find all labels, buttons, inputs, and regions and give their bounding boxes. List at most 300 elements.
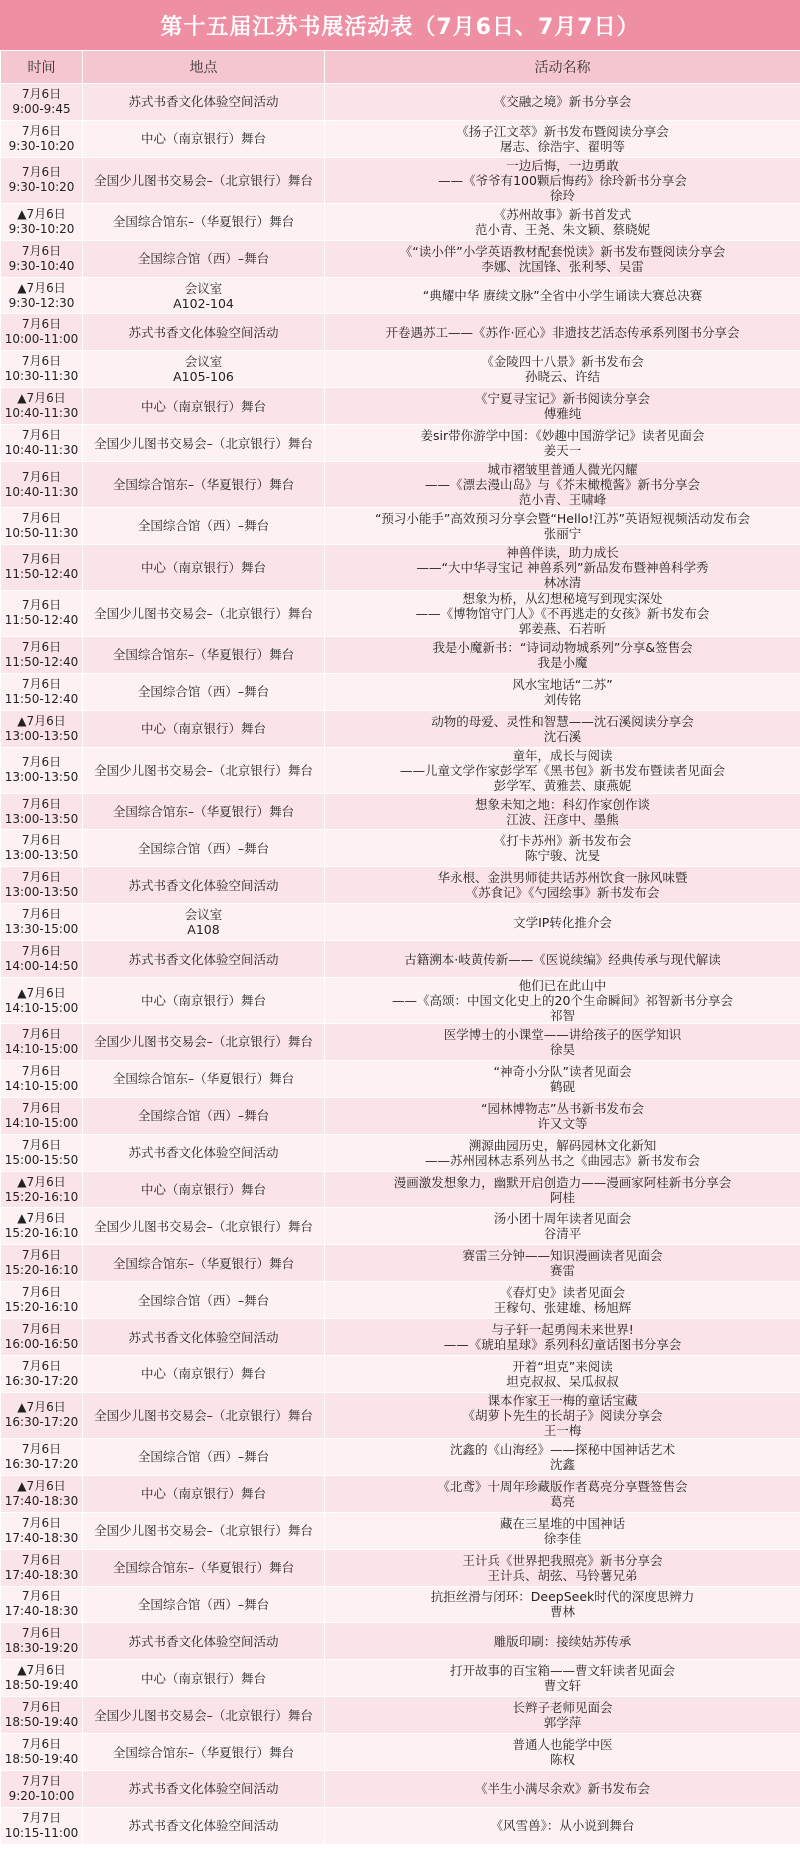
event-time: 11:50-12:40: [4, 691, 79, 706]
location-line: 中心（南京银行）舞台: [140, 1366, 266, 1382]
activity-line: 汤小团十周年读者见面会: [493, 1211, 632, 1227]
event-time: 9:30-12:30: [8, 295, 75, 310]
time-cell: [1, 544, 83, 590]
location-cell: [83, 1356, 325, 1393]
time-cell: [1, 462, 83, 508]
activity-line: 李娜、沈国锋、张利琴、吴雷: [481, 258, 644, 274]
activity-cell: [325, 240, 800, 277]
location-line: 中心（南京银行）舞台: [140, 1486, 266, 1502]
activity-line: 范小青、王啸峰: [518, 492, 607, 508]
event-time: 18:30-19:20: [4, 1641, 79, 1656]
activity-line: 抗拒丝滑与闭环：DeepSeek时代的深度思辨力: [430, 1589, 695, 1605]
event-date: 7月6日: [21, 1441, 62, 1456]
activity-line: ——《琥珀星球》系列科幻童话图书分享会: [443, 1337, 682, 1353]
location-line: 全国少儿图书交易会–（北京银行）舞台: [94, 1407, 313, 1423]
activity-cell: [325, 636, 800, 673]
event-date: 7月6日: [21, 1737, 62, 1751]
event-time: 16:30-17:20: [4, 1373, 79, 1388]
event-date: ▲7月6日: [17, 1174, 66, 1189]
event-date: 7月6日: [21, 86, 62, 101]
location-cell: [83, 1245, 325, 1282]
time-cell: [1, 1392, 83, 1438]
event-time: 14:10-15:00: [4, 1000, 79, 1015]
location-cell: [83, 867, 325, 904]
time-cell: [1, 941, 83, 978]
activity-cell: [325, 1438, 800, 1475]
activity-line: 动物的母爱、灵性和智慧——沈石溪阅读分享会: [431, 713, 694, 729]
activity-cell: [325, 1697, 800, 1734]
time-cell: [1, 867, 83, 904]
schedule-table: [0, 50, 800, 1845]
event-date: 7月6日: [21, 1552, 62, 1567]
event-date: ▲7月6日: [17, 713, 66, 728]
activity-cell: [325, 84, 800, 121]
activity-line: 王计兵《世界把我照亮》新书分享会: [462, 1552, 663, 1568]
activity-cell: [325, 1586, 800, 1623]
event-time: 9:30-10:20: [8, 180, 75, 195]
location-line: 苏式书香文化体验空间活动: [128, 951, 279, 967]
activity-line: 郭姜燕、石若昕: [518, 620, 607, 636]
table-row: [1, 1097, 800, 1134]
table-row: [1, 830, 800, 867]
location-cell: [83, 314, 325, 351]
activity-line: 他们已在此山中: [518, 978, 607, 994]
activity-line: 赛雷: [549, 1263, 575, 1279]
activity-line: 《“读小伴”小学英语教材配套悦读》新书发布暨阅读分享会: [399, 243, 726, 259]
location-cell: [83, 351, 325, 388]
event-time: 15:20-16:10: [4, 1226, 79, 1241]
location-line: 会议室: [184, 280, 223, 296]
time-cell: [1, 793, 83, 830]
event-date: ▲7月6日: [17, 391, 66, 406]
page-title: 第十五届江苏书展活动表（7月6日、7月7日）: [0, 0, 800, 50]
event-date: 7月6日: [21, 243, 62, 258]
activity-line: 孙晓云、许结: [524, 369, 600, 385]
activity-cell: [325, 1770, 800, 1807]
table-row: [1, 84, 800, 121]
activity-line: “预习小能手”高效预习分享会暨“Hello!江苏”英语短视频活动发布会: [374, 510, 751, 526]
activity-line: 与子轩一起勇闯未来世界!: [491, 1322, 634, 1338]
table-row: [1, 157, 800, 203]
location-cell: [83, 1282, 325, 1319]
location-cell: [83, 1208, 325, 1245]
activity-cell: [325, 1171, 800, 1208]
activity-line: ——《漂去漫山岛》与《芥末橄榄酱》新书分享会: [424, 477, 700, 493]
table-row: [1, 1512, 800, 1549]
location-line: 全国少儿图书交易会–（北京银行）舞台: [94, 605, 313, 621]
activity-line: 葛亮: [549, 1493, 575, 1509]
activity-line: ——《博物馆守门人》《不再逃走的女孩》新书发布会: [415, 605, 710, 621]
event-date: 7月6日: [21, 1100, 62, 1115]
table-row: [1, 1438, 800, 1475]
table-row: [1, 747, 800, 793]
activity-line: 打开故事的百宝箱——曹文轩读者见面会: [449, 1663, 675, 1679]
location-cell: [83, 425, 325, 462]
activity-cell: [325, 1097, 800, 1134]
activity-line: 姜天一: [543, 443, 582, 459]
location-line: 全国少儿图书交易会–（北京银行）舞台: [94, 435, 313, 451]
table-row: [1, 1282, 800, 1319]
event-time: 15:20-16:10: [4, 1263, 79, 1278]
location-cell: [83, 84, 325, 121]
activity-line: 古籍溯本·岐黄传新——《医说续编》经典传承与现代解读: [404, 951, 721, 967]
event-time: 16:00-16:50: [4, 1337, 79, 1352]
activity-cell: [325, 1134, 800, 1171]
activity-cell: [325, 120, 800, 157]
table-row: [1, 1475, 800, 1512]
activity-line: 《金陵四十八景》新书发布会: [481, 354, 644, 370]
time-cell: [1, 673, 83, 710]
table-row: [1, 425, 800, 462]
location-cell: [83, 710, 325, 747]
header-activity: 活动名称: [325, 51, 800, 84]
activity-line: 《宁夏寻宝记》新书阅读分享会: [474, 391, 650, 407]
activity-line: 童年，成长与阅读: [512, 747, 613, 763]
location-cell: [83, 1171, 325, 1208]
location-cell: [83, 1097, 325, 1134]
event-date: ▲7月6日: [17, 280, 66, 295]
table-row: [1, 1660, 800, 1697]
table-row: [1, 673, 800, 710]
location-cell: [83, 1060, 325, 1097]
location-line: 苏式书香文化体验空间活动: [128, 1633, 279, 1649]
header-location: 地点: [83, 51, 325, 84]
event-date: 7月6日: [21, 833, 62, 848]
location-cell: [83, 1134, 325, 1171]
activity-line: 想象未知之地：科幻作家创作谈: [474, 796, 650, 812]
location-cell: [83, 203, 325, 240]
table-row: [1, 941, 800, 978]
location-cell: [83, 1586, 325, 1623]
event-date: 7月6日: [21, 1358, 62, 1373]
activity-line: 想象为桥，从幻想秘境写到现实深处: [462, 590, 663, 606]
activity-line: 张丽宁: [543, 525, 582, 541]
event-date: 7月6日: [21, 165, 62, 180]
event-date: 7月6日: [21, 907, 62, 922]
table-row: [1, 1697, 800, 1734]
activity-line: 王一梅: [543, 1422, 582, 1438]
activity-cell: [325, 425, 800, 462]
event-date: ▲7月6日: [17, 985, 66, 1000]
activity-line: 曹林: [549, 1604, 575, 1620]
event-date: 7月6日: [21, 755, 62, 770]
activity-cell: [325, 867, 800, 904]
table-row: [1, 1356, 800, 1393]
activity-line: 风水宝地话“二苏”: [512, 676, 613, 692]
location-cell: [83, 157, 325, 203]
activity-line: 《扬子江文萃》新书发布暨阅读分享会: [456, 123, 669, 139]
activity-cell: [325, 388, 800, 425]
time-cell: [1, 1134, 83, 1171]
activity-line: “典耀中华 赓续文脉”全省中小学生诵读大赛总决赛: [422, 288, 703, 303]
activity-line: 徐昊: [549, 1041, 575, 1057]
event-time: 16:30-17:20: [4, 1415, 79, 1430]
event-time: 14:10-15:00: [4, 1115, 79, 1130]
activity-line: 我是小魔: [537, 654, 588, 670]
location-line: 全国综合馆东–（华夏银行）舞台: [112, 804, 295, 820]
time-cell: [1, 240, 83, 277]
time-cell: [1, 1171, 83, 1208]
activity-line: 长辫子老师见面会: [512, 1700, 613, 1716]
activity-line: 一边后悔，一边勇敢: [506, 157, 619, 173]
time-cell: [1, 1770, 83, 1807]
activity-cell: [325, 1660, 800, 1697]
time-cell: [1, 1208, 83, 1245]
activity-line: 彭学军、黄雅芸、康燕妮: [493, 777, 632, 793]
activity-line: 陈权: [549, 1752, 575, 1767]
activity-cell: [325, 462, 800, 508]
event-date: 7月6日: [21, 598, 62, 613]
time-cell: [1, 157, 83, 203]
table-row: [1, 1807, 800, 1844]
event-time: 14:00-14:50: [4, 959, 79, 974]
location-line: 全国综合馆东–（华夏银行）舞台: [112, 477, 295, 493]
activity-line: 《春灯史》读者见面会: [499, 1285, 625, 1301]
time-cell: [1, 1475, 83, 1512]
event-time: 18:50-19:40: [4, 1678, 79, 1693]
activity-cell: [325, 1245, 800, 1282]
location-line: 全国少儿图书交易会–（北京银行）舞台: [94, 1707, 313, 1723]
activity-line: 坦克叔叔、呆瓜叔叔: [506, 1373, 619, 1389]
event-date: 7月6日: [21, 1285, 62, 1300]
location-cell: [83, 793, 325, 830]
location-cell: [83, 1660, 325, 1697]
time-cell: [1, 1060, 83, 1097]
event-time: 10:30-11:30: [4, 369, 79, 384]
activity-line: 医学博士的小课堂——讲给孩子的医学知识: [443, 1026, 682, 1042]
location-cell: [83, 941, 325, 978]
activity-line: 城市褶皱里普通人微光闪耀: [487, 462, 638, 478]
activity-line: 雕版印刷：接续姑苏传承: [493, 1633, 632, 1649]
event-time: 9:00-9:45: [12, 101, 71, 116]
activity-cell: [325, 1208, 800, 1245]
activity-cell: [325, 1024, 800, 1061]
table-row: [1, 1245, 800, 1282]
table-row: [1, 590, 800, 636]
table-row: [1, 388, 800, 425]
time-cell: [1, 830, 83, 867]
location-line: A105-106: [173, 369, 234, 385]
activity-line: 《半生小满尽余欢》新书发布会: [474, 1781, 650, 1797]
location-cell: [83, 120, 325, 157]
activity-cell: [325, 978, 800, 1024]
table-row: [1, 1586, 800, 1623]
location-line: 全国少儿图书交易会–（北京银行）舞台: [94, 172, 313, 188]
event-time: 13:00-13:50: [4, 770, 79, 785]
location-cell: [83, 1512, 325, 1549]
event-date: 7月6日: [21, 1700, 62, 1715]
activity-line: “园林博物志”丛书新书发布会: [481, 1100, 644, 1116]
table-row: [1, 508, 800, 545]
activity-cell: [325, 673, 800, 710]
table-row: [1, 710, 800, 747]
activity-line: 屠志、徐浩宇、翟明等: [499, 138, 625, 154]
location-line: 全国综合馆（西）–舞台: [137, 1596, 270, 1612]
event-date: 7月6日: [21, 317, 62, 332]
table-row: [1, 1734, 800, 1771]
location-cell: [83, 508, 325, 545]
location-line: 中心（南京银行）舞台: [140, 559, 266, 575]
location-line: 中心（南京银行）舞台: [140, 1182, 266, 1198]
event-date: 7月6日: [21, 796, 62, 811]
event-time: 14:10-15:00: [4, 1078, 79, 1093]
location-cell: [83, 544, 325, 590]
activity-line: 《北鸢》十周年珍藏版作者葛亮分享暨签售会: [437, 1478, 688, 1494]
table-row: [1, 1024, 800, 1061]
activity-cell: [325, 544, 800, 590]
event-time: 14:10-15:00: [4, 1041, 79, 1056]
activity-line: 溯源曲园历史，解码园林文化新知: [468, 1137, 657, 1153]
location-line: A108: [187, 922, 220, 938]
event-time: 13:00-13:50: [4, 848, 79, 863]
activity-line: 《打卡苏州》新书发布会: [493, 833, 632, 849]
time-cell: [1, 1319, 83, 1356]
event-date: 7月7日: [21, 1773, 62, 1788]
location-line: 中心（南京银行）舞台: [140, 131, 266, 147]
time-cell: [1, 904, 83, 941]
event-date: 7月6日: [21, 552, 62, 567]
activity-line: 《交融之境》新书分享会: [493, 94, 632, 110]
event-time: 10:15-11:00: [4, 1825, 79, 1840]
location-line: 中心（南京银行）舞台: [140, 721, 266, 737]
event-date: 7月6日: [21, 428, 62, 443]
event-date: 7月6日: [21, 1626, 62, 1641]
table-row: [1, 203, 800, 240]
event-time: 9:30-10:20: [8, 138, 75, 153]
time-cell: [1, 1438, 83, 1475]
activity-cell: [325, 1807, 800, 1844]
activity-line: 陈宁骏、沈旻: [524, 848, 600, 864]
activity-line: ——《爷爷有100颗后悔药》徐玲新书分享会: [438, 172, 687, 188]
activity-line: 《苏州故事》新书首发式: [493, 206, 632, 222]
location-line: 全国少儿图书交易会–（北京银行）舞台: [94, 1034, 313, 1050]
table-row: [1, 120, 800, 157]
location-line: 全国综合馆东–（华夏银行）舞台: [112, 1560, 295, 1576]
location-cell: [83, 1319, 325, 1356]
event-date: 7月6日: [21, 469, 62, 484]
location-line: 会议室: [184, 907, 223, 923]
table-row: [1, 1319, 800, 1356]
activity-cell: [325, 793, 800, 830]
activity-line: 普通人也能学中医: [512, 1737, 613, 1752]
activity-line: 沈鑫的《山海经》——探秘中国神话艺术: [449, 1441, 675, 1457]
location-line: 全国综合馆（西）–舞台: [137, 1108, 270, 1124]
activity-cell: [325, 1060, 800, 1097]
table-row: [1, 1623, 800, 1660]
event-date: 7月6日: [21, 1137, 62, 1152]
activity-line: 鹤砚: [549, 1078, 575, 1094]
event-time: 15:20-16:10: [4, 1189, 79, 1204]
activity-line: 沈石溪: [543, 728, 582, 744]
activity-cell: [325, 157, 800, 203]
event-date: 7月6日: [21, 123, 62, 138]
activity-line: 开卷遇苏工——《苏作·匠心》非遗技艺活态传承系列图书分享会: [385, 324, 740, 340]
activity-line: ——“大中华寻宝记 神兽系列”新品发布暨神兽科学秀: [416, 559, 709, 575]
activity-line: ——《高颂：中国文化史上的20个生命瞬间》祁智新书分享会: [392, 993, 733, 1009]
event-time: 17:40-18:30: [4, 1604, 79, 1619]
location-cell: [83, 1549, 325, 1586]
location-line: 全国综合馆东–（华夏银行）舞台: [112, 647, 295, 663]
activity-line: 课本作家王一梅的童话宝藏: [487, 1392, 638, 1408]
location-cell: [83, 904, 325, 941]
table-row: [1, 1392, 800, 1438]
location-line: 苏式书香文化体验空间活动: [128, 94, 279, 110]
location-line: 全国综合馆（西）–舞台: [137, 684, 270, 700]
location-cell: [83, 1734, 325, 1771]
time-cell: [1, 1623, 83, 1660]
time-cell: [1, 277, 83, 314]
event-date: ▲7月6日: [17, 1663, 66, 1678]
location-cell: [83, 636, 325, 673]
activity-line: 漫画激发想象力，幽默开启创造力——漫画家阿桂新书分享会: [393, 1174, 732, 1190]
time-cell: [1, 508, 83, 545]
activity-cell: [325, 710, 800, 747]
activity-line: 华永根、金洪男师徒共话苏州饮食一脉风味暨: [437, 870, 688, 886]
event-date: 7月6日: [21, 1063, 62, 1078]
time-cell: [1, 1586, 83, 1623]
activity-line: ——苏州园林志系列丛书之《曲园志》新书发布会: [424, 1152, 700, 1168]
activity-line: 郭学萍: [543, 1715, 582, 1731]
table-row: [1, 1134, 800, 1171]
time-cell: [1, 120, 83, 157]
location-cell: [83, 1697, 325, 1734]
activity-line: “神奇小分队”读者见面会: [493, 1063, 632, 1079]
time-cell: [1, 425, 83, 462]
event-date: 7月7日: [21, 1810, 62, 1825]
table-row: [1, 978, 800, 1024]
activity-line: 祁智: [549, 1008, 575, 1024]
event-time: 13:30-15:00: [4, 922, 79, 937]
time-cell: [1, 351, 83, 388]
activity-line: 开着“坦克”来阅读: [512, 1358, 613, 1374]
event-time: 15:20-16:10: [4, 1300, 79, 1315]
event-date: 7月6日: [21, 1322, 62, 1337]
activity-line: 谷清平: [543, 1226, 582, 1242]
activity-cell: [325, 203, 800, 240]
activity-line: 《苏食记》《勺园绘事》新书发布会: [465, 885, 660, 901]
location-line: 全国综合馆（西）–舞台: [137, 518, 270, 534]
activity-cell: [325, 1319, 800, 1356]
activity-cell: [325, 277, 800, 314]
event-date: 7月6日: [21, 1589, 62, 1604]
activity-cell: [325, 830, 800, 867]
time-cell: [1, 203, 83, 240]
location-cell: [83, 462, 325, 508]
event-date: ▲7月6日: [17, 206, 66, 221]
event-time: 17:40-18:30: [4, 1530, 79, 1545]
event-date: 7月6日: [21, 510, 62, 525]
event-time: 10:00-11:00: [4, 332, 79, 347]
location-line: 苏式书香文化体验空间活动: [128, 1781, 279, 1797]
event-time: 18:50-19:40: [4, 1715, 79, 1730]
time-cell: [1, 590, 83, 636]
location-cell: [83, 1807, 325, 1844]
table-row: [1, 1060, 800, 1097]
table-row: [1, 314, 800, 351]
event-time: 10:50-11:30: [4, 525, 79, 540]
activity-cell: [325, 747, 800, 793]
time-cell: [1, 1356, 83, 1393]
table-header-row: [1, 51, 800, 84]
activity-line: 徐李佳: [543, 1530, 582, 1546]
event-date: 7月6日: [21, 639, 62, 654]
table-row: [1, 277, 800, 314]
event-date: ▲7月6日: [17, 1211, 66, 1226]
event-date: 7月6日: [21, 944, 62, 959]
activity-cell: [325, 1475, 800, 1512]
location-line: 全国综合馆东–（华夏银行）舞台: [112, 214, 295, 230]
location-cell: [83, 1770, 325, 1807]
